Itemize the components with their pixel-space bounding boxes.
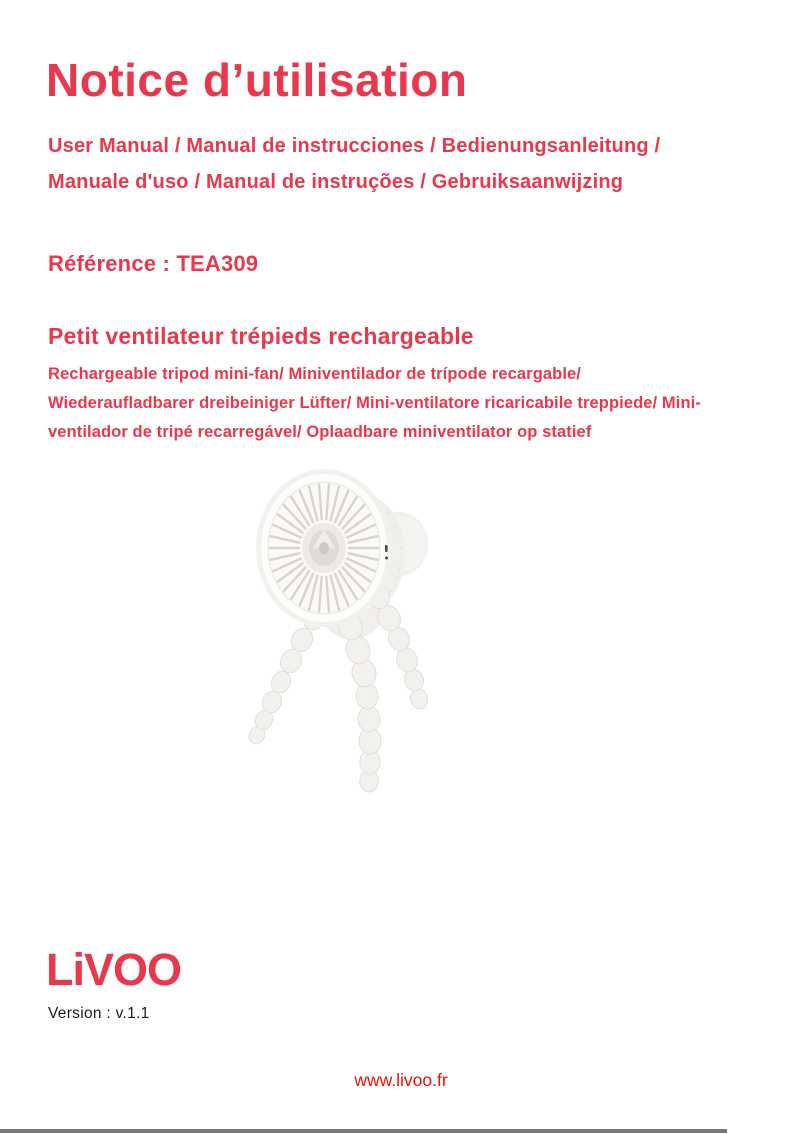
bottom-divider-bar xyxy=(0,1129,727,1133)
subtitle-line-1: User Manual / Manual de instrucciones / Bedienungsanleitung / xyxy=(48,135,661,157)
product-name-line-3: ventilador de tripé recarregável/ Oplaadbare miniventilator op statief xyxy=(48,423,592,441)
product-photo-fan xyxy=(228,458,468,818)
subtitle-translations xyxy=(48,129,660,200)
website-url: www.livoo.fr xyxy=(354,1070,448,1090)
subtitle-line-2: Manuale d'uso / Manual de instruções / Gebruiksaanwijzing xyxy=(48,170,624,193)
page-title: Notice d’utilisation xyxy=(46,54,468,106)
product-name-french: Petit ventilateur trépieds rechargeable xyxy=(48,323,474,349)
fan-head xyxy=(256,469,392,627)
product-name-line-1: Rechargeable tripod mini-fan/ Miniventilador de trípode recargable/ xyxy=(48,365,581,383)
livoo-logo: LiVOO xyxy=(46,944,182,995)
product-name-translations xyxy=(48,360,768,447)
version-label: Version : v.1.1 xyxy=(48,1005,150,1022)
product-name-line-2: Wiederaufladbarer dreibeiniger Lüfter/ Mini-ventilatore ricaricabile treppiede/ Mini- xyxy=(48,394,701,412)
reference-label: Référence : TEA309 xyxy=(48,251,259,276)
